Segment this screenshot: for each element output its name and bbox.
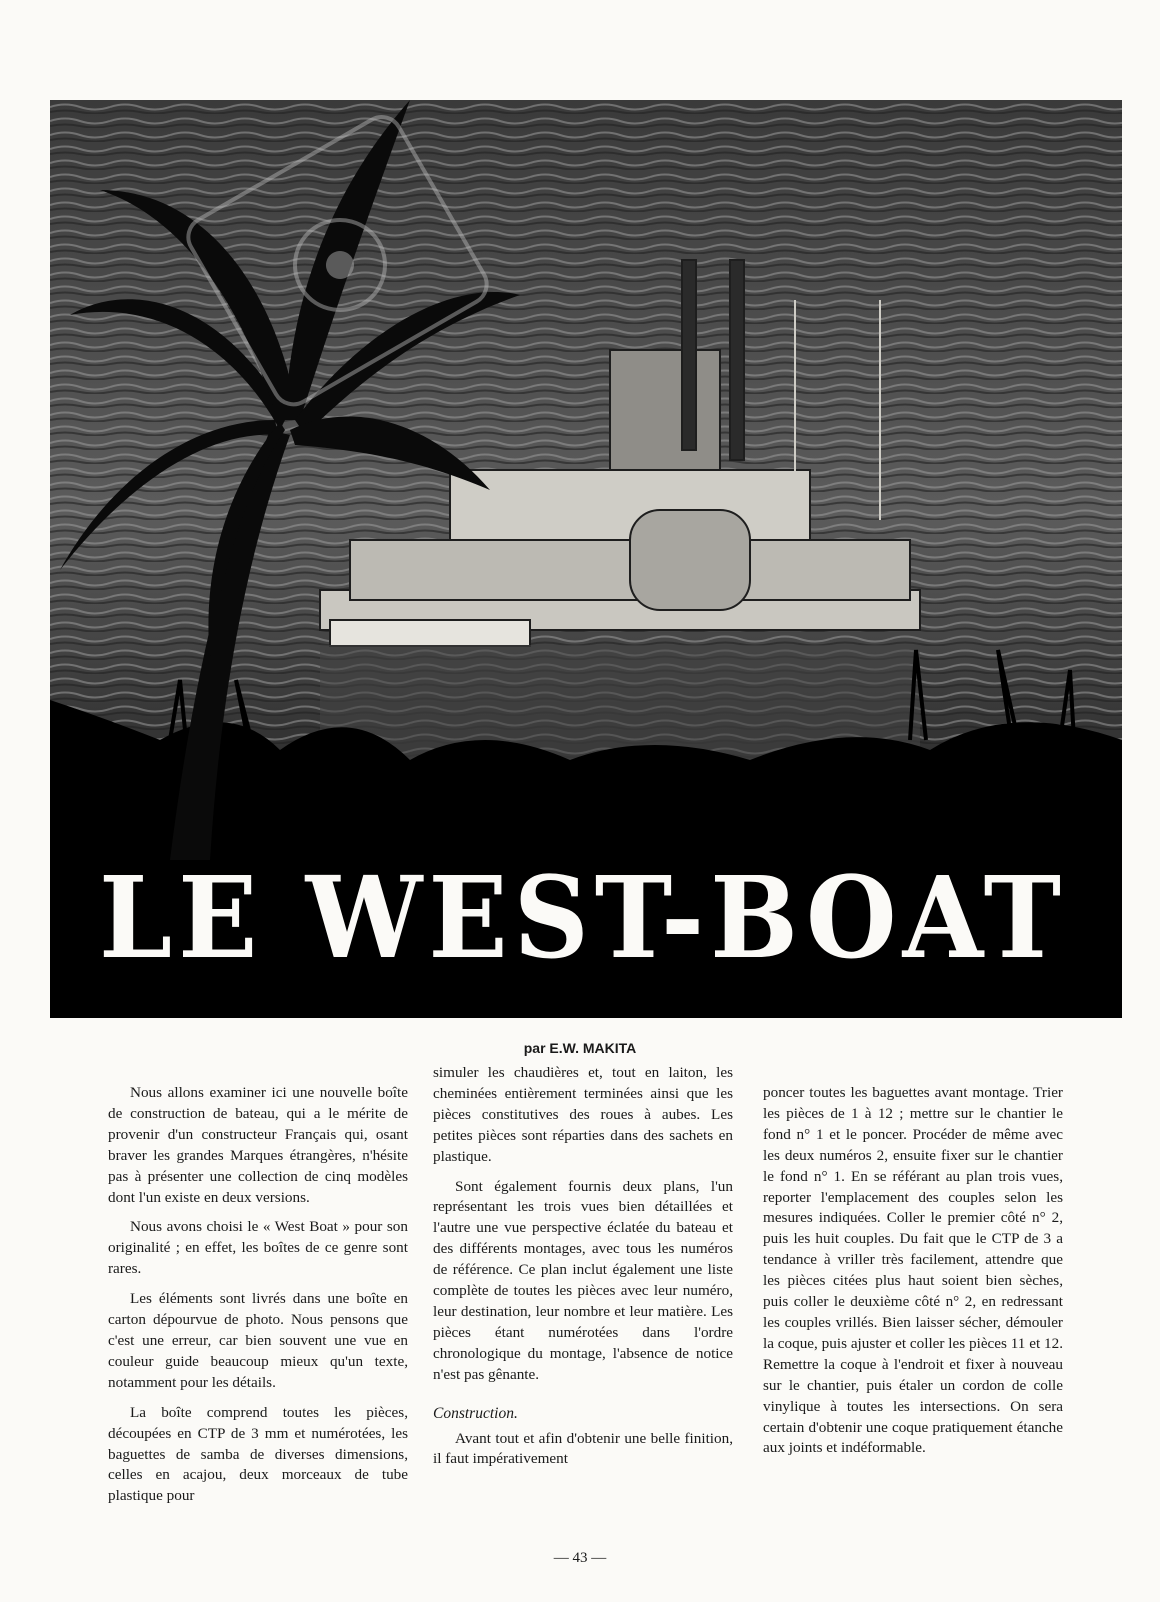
- paragraph: Nous avons choisi le « West Boat » pour son originalité ; en effet, les boîtes de ce genre sont rares.: [108, 1218, 408, 1278]
- article-title: LE WEST-BOAT: [99, 851, 1067, 984]
- page-number: — 43 —: [553, 1550, 607, 1566]
- author-byline: par E.W. MAKITA: [523, 1040, 637, 1056]
- paragraph: Nous allons examiner ici une nouvelle boîte de construction de bateau, qui a le mérite de provenir d'un constructeur Français qui, osant braver les grandes Marques étrangères, n'hésite pas à présenter une collection de cinq modèles dont l'un existe en deux versions.: [108, 1084, 408, 1206]
- paragraph: Sont également fournis deux plans, l'un représentant les trois vues bien détaillées et l'autre une vue perspective éclatée du bateau et des différents montages, avec tous les numéros de référence. Ce plan inclut également une liste complète de toutes les pièces avec leur numéro, leur destination, leur nombre et leur matière. Les pièces étant numérotées dans l'ordre chronologique du montage, l'absence de notice n'est pas gênante.: [433, 1177, 733, 1383]
- paragraph: Les éléments sont livrés dans une boîte en carton dépourvue de photo. Nous pensons que c'est une erreur, car bien souvent une vue en couleur guide beaucoup mieux qu'un texte, notamment pour les détails.: [108, 1290, 408, 1391]
- watermark-stamp: [170, 115, 510, 415]
- paragraph: La boîte comprend toutes les pièces, découpées en CTP de 3 mm et numérotées, les baguettes de samba de diverses dimensions, celles en acajou, deux morceaux de tube plastique pour: [108, 1403, 408, 1505]
- text-column-1: [108, 1083, 408, 1516]
- text-column-2: [433, 1063, 733, 1479]
- text-column-3: [763, 1083, 1063, 1468]
- paragraph: poncer toutes les baguettes avant montage. Trier les pièces de 1 à 12 ; mettre sur le chantier le fond n° 1 et le poncer. Procéder de même avec les deux numéros 2, ensuite fixer sur le chantier le fond n° 1. En se référant au plan trois vues, reporter l'emplacement des couples selon les mesures indiquées. Coller le premier côté n° 2, puis les huit couples. Du fait que le CTP de 3 a tendance à vriller très facilement, attendre que les pièces citées plus haut soient bien sèches, puis coller le deuxième côté n° 2, en redressant les couples vrillés. Bien laisser sécher, démouler la coque, puis ajuster et coller les pièces 11 et 12. Remettre la coque à l'endroit et fixer à nouveau sur le chantier, puis étaler un cordon de colle vinylique à toutes les intersections. On sera certain d'obtenir une coque pratiquement étanche aux joints et indéformable.: [763, 1084, 1063, 1457]
- paragraph: simuler les chaudières et, tout en laiton, les cheminées entièrement terminées ainsi que les pièces constitutives des roues à aubes. Les petites pièces sont réparties dans des sachets en plastique.: [433, 1064, 733, 1165]
- paragraph: Avant tout et afin d'obtenir une belle finition, il faut impérativement: [433, 1429, 733, 1468]
- section-heading: Construction.: [433, 1404, 518, 1422]
